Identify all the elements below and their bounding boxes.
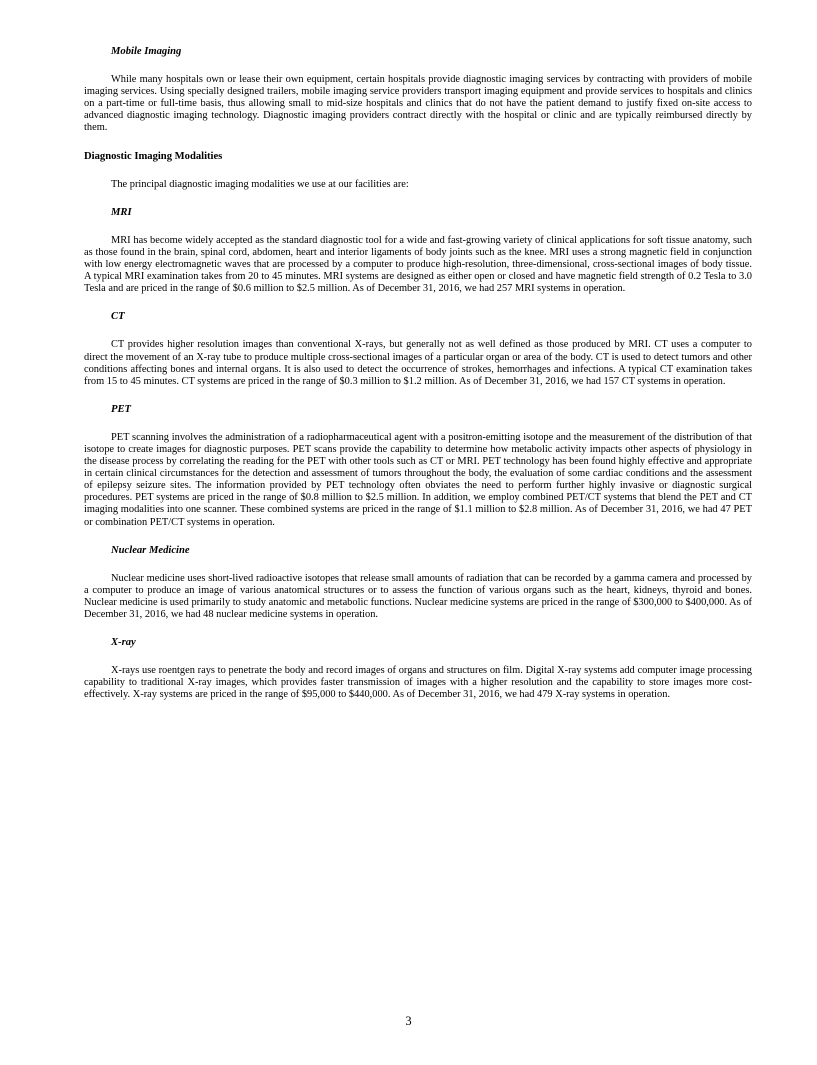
paragraph-nuclear-medicine: Nuclear medicine uses short-lived radioactive isotopes that release small amounts of radiation that can be recorded by a gamma camera and processed by a computer to produce an image of various anatomical structures or to assess the function of various organs such as the heart, kidneys, thyroid and bones. Nuclear medicine is used primarily to study anatomic and metabolic functions. Nuclear medicine systems are priced in the range of $300,000 to $400,000. As of December 31, 2016, we had 48 nuclear medicine systems in operation. xyxy=(84,572,752,620)
heading-diagnostic-imaging-modalities: Diagnostic Imaging Modalities xyxy=(84,150,223,162)
heading-mri: MRI xyxy=(111,206,132,218)
paragraph-x-ray: X-rays use roentgen rays to penetrate the body and record images of organs and structures on film. Digital X-ray systems add computer image processing capability to traditional X-ray images, which provides faster transmission of images with a higher resolution and the capability to store images more cost-effectively. X-ray systems are priced in the range of $95,000 to $440,000. As of December 31, 2016, we had 479 X-ray systems in operation. xyxy=(84,665,752,701)
heading-nuclear-medicine: Nuclear Medicine xyxy=(111,544,190,556)
page-number: 3 xyxy=(405,1014,412,1028)
paragraph-mri: MRI has become widely accepted as the standard diagnostic tool for a wide and fast-growing variety of clinical applications for soft tissue anatomy, such as those found in the brain, spinal cord, abdomen, heart and interior ligaments of body joints such as the knee. MRI uses a strong magnetic field in conjunction with low energy electromagnetic waves that are processed by a computer to produce high-resolution, three-dimensional, cross-sectional images of body tissue. A typical MRI examination takes from 20 to 45 minutes. MRI systems are designed as either open or closed and have magnetic field strength of 0.2 Tesla to 3.0 Tesla and are priced in the range of $0.6 million to $2.5 million. As of December 31, 2016, we had 257 MRI systems in operation. xyxy=(84,234,752,295)
heading-x-ray: X-ray xyxy=(111,637,136,649)
paragraph-mobile-imaging: While many hospitals own or lease their own equipment, certain hospitals provide diagnostic imaging services by contracting with providers of mobile imaging services. Using specially designed trailers, mobile imaging service providers transport imaging equipment and provide services to hospitals and clinics on a part-time or full-time basis, thus allowing small to mid-size hospitals and clinics that do not have the patient demand to justify fixed on-site access to advanced diagnostic imaging technology. Diagnostic imaging providers contract directly with the hospital or clinic and are typically reimbursed directly by them. xyxy=(84,74,752,134)
heading-mobile-imaging: Mobile Imaging xyxy=(111,46,182,57)
heading-pet: PET xyxy=(111,403,132,415)
paragraph-modalities-intro: The principal diagnostic imaging modalities we use at our facilities are: xyxy=(111,178,409,190)
paragraph-ct: CT provides higher resolution images than conventional X-rays, but generally not as well defined as those produced by MRI. CT uses a computer to direct the movement of an X-ray tube to produce multiple cross-sectional images of a particular organ or area of the body. CT is used to detect tumors and other conditions affecting bones and internal organs. It is also used to detect the occurrence of strokes, hemorrhages and infections. A typical CT examination takes from 15 to 45 minutes. CT systems are priced in the range of $0.3 million to $1.2 million. As of December 31, 2016, we had 157 CT systems in operation. xyxy=(84,339,752,387)
paragraph-pet: PET scanning involves the administration of a radiopharmaceutical agent with a positron-emitting isotope and the measurement of the distribution of that isotope to create images for diagnostic purposes. PET scans provide the capability to determine how metabolic activity impacts other aspects of physiology in the disease process by correlating the reading for the PET with other tools such as CT or MRI. PET technology has been found highly effective and appropriate in certain clinical circumstances for the detection and assessment of tumors throughout the body, the evaluation of some cardiac conditions and the assessment of epilepsy seizure sites. The information provided by PET technology often obviates the need to perform further highly invasive or diagnostic surgical procedures. PET systems are priced in the range of $0.8 million to $2.5 million. In addition, we employ combined PET/CT systems that blend the PET and CT imaging modalities into one scanner. These combined systems are priced in the range of $1.1 million to $2.8 million. As of December 31, 2016, we had 47 PET or combination PET/CT systems in operation. xyxy=(84,431,752,528)
document-body xyxy=(84,46,752,701)
heading-ct: CT xyxy=(111,311,125,323)
